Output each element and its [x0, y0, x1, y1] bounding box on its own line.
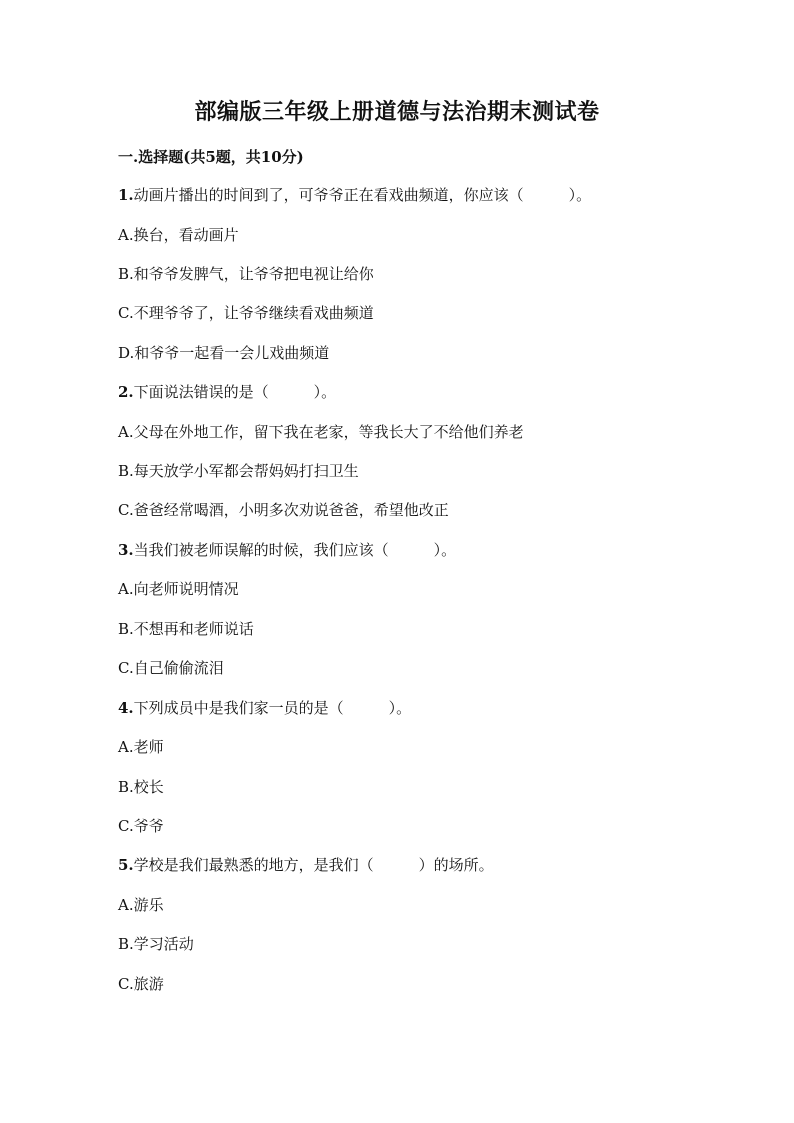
question-5-stem — [118, 854, 494, 876]
question-5-option-c: C.旅游 — [118, 975, 164, 993]
question-3-option-a: A.向老师说明情况 — [118, 580, 239, 598]
section-heading: 一.选择题(共5题，共10分) — [118, 148, 304, 166]
question-2-option-b: B.每天放学小军都会帮妈妈打扫卫生 — [118, 462, 359, 480]
question-4-stem — [118, 697, 411, 719]
question-text: 动画片播出的时间到了，可爷爷正在看戏曲频道，你应该（ ）。 — [133, 186, 592, 204]
question-text: 学校是我们最熟悉的地方，是我们（ ）的场所。 — [133, 856, 494, 874]
question-3-stem — [118, 539, 456, 561]
question-5-option-a: A.游乐 — [118, 896, 164, 914]
question-4-option-a: A.老师 — [118, 738, 164, 756]
question-1-option-c: C.不理爷爷了，让爷爷继续看戏曲频道 — [118, 304, 374, 322]
question-2-option-a: A.父母在外地工作，留下我在老家，等我长大了不给他们养老 — [118, 423, 524, 441]
question-number: 2. — [118, 383, 134, 401]
question-number: 3. — [118, 541, 134, 559]
question-3-option-c: C.自己偷偷流泪 — [118, 659, 224, 677]
question-5-option-b: B.学习活动 — [118, 935, 194, 953]
question-number: 4. — [118, 699, 134, 717]
question-text: 下列成员中是我们家一员的是（ ）。 — [133, 699, 412, 717]
question-2-option-c: C.爸爸经常喝酒，小明多次劝说爸爸，希望他改正 — [118, 501, 449, 519]
question-4-option-c: C.爷爷 — [118, 817, 164, 835]
question-2-stem — [118, 381, 336, 403]
question-text: 下面说法错误的是（ ）。 — [133, 383, 337, 401]
question-1-option-a: A.换台，看动画片 — [118, 226, 239, 244]
question-1-stem — [118, 184, 591, 206]
question-number: 5. — [118, 856, 134, 874]
question-number: 1. — [118, 186, 134, 204]
question-4-option-b: B.校长 — [118, 778, 164, 796]
page-title: 部编版三年级上册道德与法治期末测试卷 — [194, 99, 600, 125]
question-text: 当我们被老师误解的时候，我们应该（ ）。 — [133, 541, 457, 559]
question-3-option-b: B.不想再和老师说话 — [118, 620, 254, 638]
question-1-option-d: D.和爷爷一起看一会儿戏曲频道 — [118, 344, 330, 362]
question-1-option-b: B.和爷爷发脾气，让爷爷把电视让给你 — [118, 265, 374, 283]
